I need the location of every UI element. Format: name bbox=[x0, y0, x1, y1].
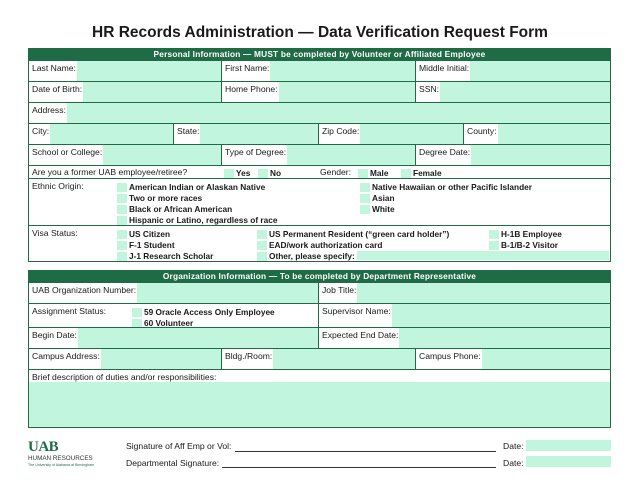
bldg-cell bbox=[221, 349, 415, 369]
ethnic-option[interactable] bbox=[117, 215, 277, 225]
campus-address-cell bbox=[29, 349, 221, 369]
end-date-label: Expected End Date: bbox=[319, 328, 399, 348]
address-label: Address: bbox=[29, 103, 67, 123]
duties-field[interactable] bbox=[29, 382, 610, 427]
dob-field[interactable] bbox=[83, 82, 221, 102]
begin-date-cell bbox=[29, 328, 318, 348]
row-ethnic bbox=[29, 178, 610, 225]
ethnic-option-label: Black or African American bbox=[129, 204, 233, 214]
visa-option-label: US Citizen bbox=[129, 229, 171, 239]
org-number-field[interactable] bbox=[137, 283, 318, 303]
ethnic-option[interactable] bbox=[360, 182, 532, 192]
end-date-cell bbox=[318, 328, 610, 348]
dob-cell bbox=[29, 82, 221, 102]
visa-checkbox[interactable] bbox=[257, 241, 267, 250]
uab-logo bbox=[28, 440, 94, 467]
ssn-cell bbox=[415, 82, 610, 102]
sig-dept-label: Departmental Signature: bbox=[126, 458, 220, 468]
home-phone-field[interactable] bbox=[279, 82, 415, 102]
former-no-option[interactable] bbox=[258, 168, 281, 178]
former-yes-label: Yes bbox=[236, 168, 251, 178]
row-city bbox=[29, 123, 610, 144]
uab-logo-mark: UAB bbox=[28, 439, 59, 455]
county-cell bbox=[463, 124, 610, 144]
gender-male-checkbox[interactable] bbox=[358, 169, 368, 178]
former-yes-option[interactable] bbox=[224, 168, 250, 178]
former-no-label: No bbox=[270, 168, 282, 178]
visa-checkbox[interactable] bbox=[117, 252, 127, 261]
org-number-cell bbox=[29, 283, 318, 303]
assignment-option-oracle[interactable] bbox=[132, 307, 275, 317]
sig-aff-date-field[interactable] bbox=[526, 440, 611, 451]
degree-type-field[interactable] bbox=[287, 145, 415, 165]
former-no-checkbox[interactable] bbox=[258, 169, 268, 178]
gender-female-label: Female bbox=[413, 168, 442, 178]
visa-option-label: H-1B Employee bbox=[501, 229, 562, 239]
ethnic-option[interactable] bbox=[360, 204, 395, 214]
sig-dept-date-field[interactable] bbox=[526, 456, 611, 467]
supervisor-label: Supervisor Name: bbox=[319, 304, 392, 327]
visa-option[interactable] bbox=[117, 240, 175, 250]
city-cell bbox=[29, 124, 173, 144]
row-dates bbox=[29, 327, 610, 348]
visa-option-label: EAD/work authorization card bbox=[269, 240, 383, 250]
gender-male-option[interactable] bbox=[358, 168, 388, 178]
ethnic-option-label: Native Hawaiian or other Pacific Islander bbox=[372, 182, 533, 192]
ethnic-option-label: Hispanic or Latino, regardless of race bbox=[129, 215, 278, 225]
supervisor-cell bbox=[318, 304, 610, 327]
campus-address-label: Campus Address: bbox=[29, 349, 101, 369]
begin-date-label: Begin Date: bbox=[29, 328, 78, 348]
visa-option-label: Other, please specify: bbox=[269, 251, 355, 261]
degree-date-label: Degree Date: bbox=[416, 145, 471, 165]
job-title-label: Job Title: bbox=[319, 283, 357, 303]
degree-date-cell bbox=[415, 145, 610, 165]
address-cell bbox=[29, 103, 610, 123]
former-yes-checkbox[interactable] bbox=[224, 169, 234, 178]
first-name-label: First Name: bbox=[222, 61, 270, 81]
visa-checkbox[interactable] bbox=[117, 241, 127, 250]
school-label: School or College: bbox=[29, 145, 103, 165]
uab-logo-small: The University of Alabama at Birmingham bbox=[28, 463, 95, 467]
personal-section bbox=[28, 48, 611, 262]
visa-checkbox[interactable] bbox=[257, 252, 267, 261]
supervisor-field[interactable] bbox=[392, 304, 610, 327]
gender-female-checkbox[interactable] bbox=[401, 169, 411, 178]
county-field[interactable] bbox=[498, 124, 610, 144]
ethnic-checkbox[interactable] bbox=[117, 205, 127, 214]
bldg-label: Bldg./Room: bbox=[222, 349, 273, 369]
row-address bbox=[29, 102, 610, 123]
middle-initial-cell bbox=[415, 61, 610, 81]
visa-option[interactable] bbox=[257, 229, 449, 239]
org-section bbox=[28, 270, 611, 428]
visa-checkbox[interactable] bbox=[257, 230, 267, 239]
visa-option[interactable] bbox=[117, 251, 213, 261]
begin-date-field[interactable] bbox=[78, 328, 318, 348]
campus-phone-label: Campus Phone: bbox=[416, 349, 482, 369]
personal-section-header: Personal Information — MUST be completed by Volunteer or Affiliated Employee bbox=[29, 49, 610, 60]
visa-option[interactable] bbox=[489, 240, 558, 250]
row-campus bbox=[29, 348, 610, 369]
visa-option[interactable] bbox=[117, 229, 170, 239]
job-title-cell bbox=[318, 283, 610, 303]
sig-aff-line[interactable] bbox=[235, 451, 496, 452]
ethnic-option-label: Two or more races bbox=[129, 193, 203, 203]
row-org-number bbox=[29, 282, 610, 303]
org-section-header: Organization Information — To be completed by Department Representative bbox=[29, 271, 610, 282]
zip-field[interactable] bbox=[360, 124, 463, 144]
visa-option[interactable] bbox=[257, 251, 355, 261]
first-name-field[interactable] bbox=[270, 61, 415, 81]
address-field[interactable] bbox=[67, 103, 610, 123]
ethnic-checkbox[interactable] bbox=[117, 183, 127, 192]
row-visa bbox=[29, 225, 610, 261]
assignment-volunteer-label: 60 Volunteer bbox=[144, 318, 194, 328]
gender-male-label: Male bbox=[370, 168, 389, 178]
ethnic-option[interactable] bbox=[117, 193, 202, 203]
former-employee-question: Are you a former UAB employee/retiree? bbox=[32, 167, 188, 177]
bldg-field[interactable] bbox=[273, 349, 415, 369]
visa-checkbox[interactable] bbox=[117, 230, 127, 239]
sig-dept-date-label: Date: bbox=[503, 458, 524, 468]
last-name-cell bbox=[29, 61, 221, 81]
assignment-status-label: Assignment Status: bbox=[32, 306, 107, 316]
last-name-label: Last Name: bbox=[29, 61, 77, 81]
ethnic-option[interactable] bbox=[117, 182, 265, 192]
degree-type-cell bbox=[221, 145, 415, 165]
ethnic-checkbox[interactable] bbox=[360, 183, 370, 192]
job-title-field[interactable] bbox=[357, 283, 610, 303]
middle-initial-label: Middle Initial: bbox=[416, 61, 470, 81]
dob-label: Date of Birth: bbox=[29, 82, 83, 102]
degree-type-label: Type of Degree: bbox=[222, 145, 287, 165]
zip-label: Zip Code: bbox=[319, 124, 360, 144]
ssn-field[interactable] bbox=[440, 82, 610, 102]
state-label: State: bbox=[174, 124, 200, 144]
county-label: County: bbox=[464, 124, 498, 144]
form-title: HR Records Administration — Data Verification Request Form bbox=[92, 24, 548, 41]
uab-logo-subtitle: HUMAN RESOURCES bbox=[28, 455, 93, 462]
campus-address-field[interactable] bbox=[101, 349, 221, 369]
ethnic-origin-label: Ethnic Origin: bbox=[32, 181, 84, 191]
first-name-cell bbox=[221, 61, 415, 81]
row-dob bbox=[29, 81, 610, 102]
middle-initial-field[interactable] bbox=[470, 61, 610, 81]
visa-option-label: B-1/B-2 Visitor bbox=[501, 240, 559, 250]
end-date-field[interactable] bbox=[399, 328, 610, 348]
duties-label: Brief description of duties and/or responsibilities: bbox=[32, 372, 217, 382]
assignment-oracle-label: 59 Oracle Access Only Employee bbox=[144, 307, 275, 317]
visa-option-label: US Permanent Resident (“green card holder”) bbox=[269, 229, 450, 239]
visa-checkbox[interactable] bbox=[489, 230, 499, 239]
gender-female-option[interactable] bbox=[401, 168, 442, 178]
visa-option-label: F-1 Student bbox=[129, 240, 175, 250]
school-cell bbox=[29, 145, 221, 165]
ssn-label: SSN: bbox=[416, 82, 440, 102]
state-field[interactable] bbox=[200, 124, 318, 144]
ethnic-checkbox[interactable] bbox=[360, 205, 370, 214]
ethnic-option-label: White bbox=[372, 204, 395, 214]
visa-option-label: J-1 Research Scholar bbox=[129, 251, 214, 261]
zip-cell bbox=[318, 124, 463, 144]
row-school bbox=[29, 144, 610, 165]
sig-dept-line[interactable] bbox=[222, 467, 496, 468]
home-phone-cell bbox=[221, 82, 415, 102]
assignment-oracle-checkbox[interactable] bbox=[132, 308, 142, 317]
ethnic-option-label: American Indian or Alaskan Native bbox=[129, 182, 266, 192]
row-duties bbox=[29, 369, 610, 427]
ethnic-option[interactable] bbox=[360, 193, 395, 203]
degree-date-field[interactable] bbox=[471, 145, 610, 165]
state-cell bbox=[173, 124, 318, 144]
ethnic-checkbox[interactable] bbox=[360, 194, 370, 203]
home-phone-label: Home Phone: bbox=[222, 82, 279, 102]
city-field[interactable] bbox=[50, 124, 173, 144]
row-assignment bbox=[29, 303, 610, 327]
visa-status-label: Visa Status: bbox=[32, 228, 78, 238]
visa-checkbox[interactable] bbox=[489, 241, 499, 250]
row-former bbox=[29, 165, 610, 178]
campus-phone-field[interactable] bbox=[482, 349, 610, 369]
visa-other-field[interactable] bbox=[357, 251, 609, 260]
ethnic-checkbox[interactable] bbox=[117, 216, 127, 225]
school-field[interactable] bbox=[103, 145, 221, 165]
ethnic-option[interactable] bbox=[117, 204, 232, 214]
ethnic-checkbox[interactable] bbox=[117, 194, 127, 203]
visa-option[interactable] bbox=[489, 229, 562, 239]
city-label: City: bbox=[29, 124, 50, 144]
sig-aff-date-label: Date: bbox=[503, 441, 524, 451]
last-name-field[interactable] bbox=[77, 61, 221, 81]
campus-phone-cell bbox=[415, 349, 610, 369]
visa-option[interactable] bbox=[257, 240, 382, 250]
row-name bbox=[29, 60, 610, 81]
org-number-label: UAB Organization Number: bbox=[29, 283, 137, 303]
sig-aff-label: Signature of Aff Emp or Vol: bbox=[126, 441, 232, 451]
ethnic-option-label: Asian bbox=[372, 193, 395, 203]
gender-label: Gender: bbox=[320, 167, 352, 177]
